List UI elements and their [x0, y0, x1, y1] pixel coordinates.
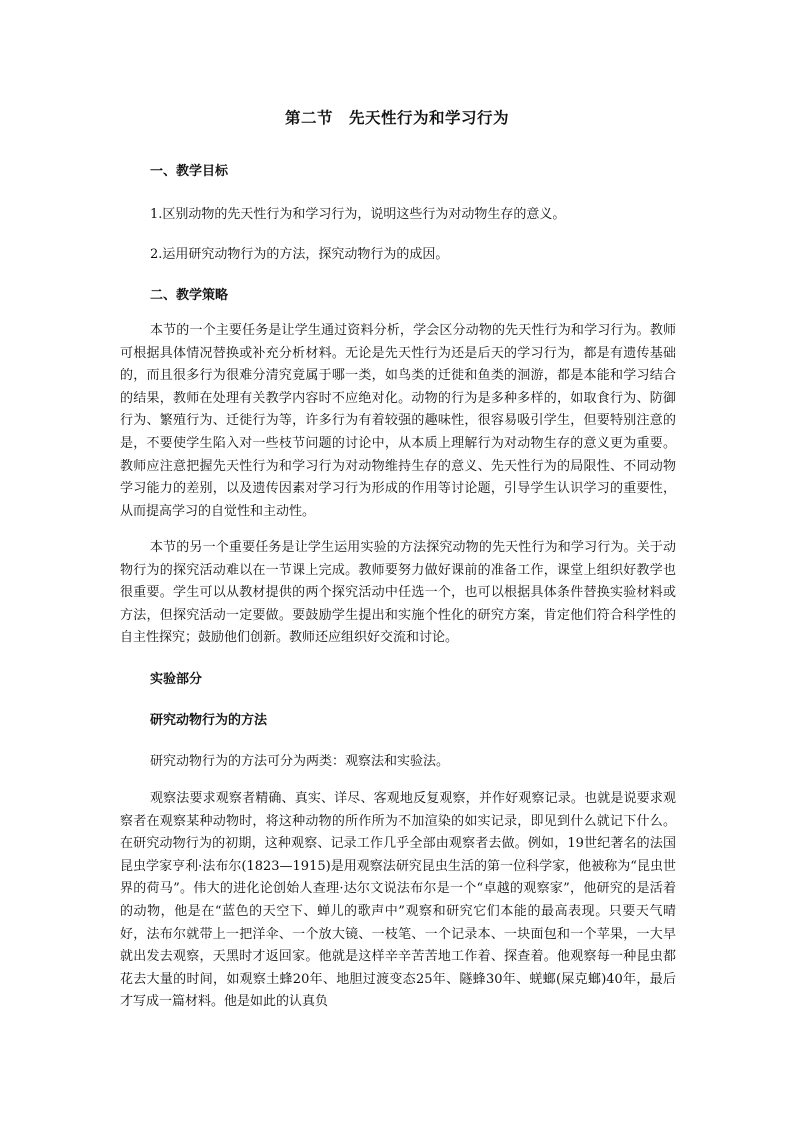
strategy-heading: 二、教学策略: [150, 288, 229, 303]
method-intro: 研究动物行为的方法可分为两类：观察法和实验法。: [150, 754, 450, 769]
page-title: 第二节 先天性行为和学习行为: [284, 108, 509, 127]
method-heading: 研究动物行为的方法: [150, 713, 268, 728]
goal-item-1: 1.区别动物的先天性行为和学习行为，说明这些行为对动物生存的意义。: [150, 207, 566, 222]
strategy-paragraph-2: 本节的另一个重要任务是让学生运用实验的方法探究动物的先天性行为和学习行为。关于动物行为的探究活动难以在一节课上完成。教师要努力做好课前的准备工作，课堂上组织好教学也很重要。学生可以从教材提供的两个探究活动中任选一个，也可以根据具体条件替换实验材料或方法，但探究活动一定要做。要鼓励学生提出和实施个性化的研究方案，肯定他们符合科学性的自主性探究；鼓励他们创新。教师还应组织好交流和讨论。: [120, 540, 676, 646]
strategy-paragraph-1: 本节的一个主要任务是让学生通过资料分析，学会区分动物的先天性行为和学习行为。教师可根据具体情况替换或补充分析材料。无论是先天性行为还是后天的学习行为，都是有遗传基础的，而且很多行为很难分清究竟属于哪一类，如鸟类的迁徙和鱼类的洄游，都是本能和学习结合的结果，教师在处理有关教学内容时不应绝对化。动物的行为是多种多样的，如取食行为、防御行为、繁殖行为、迁徙行为等，许多行为有着较强的趣味性，很容易吸引学生，但要特别注意的是，不要使学生陷入对一些枝节问题的讨论中，从本质上理解行为对动物生存的意义更为重要。教师应注意把握先天性行为和学习行为对动物维持生存的意义、先天性行为的局限性、不同动物学习能力的差别，以及遗传因素对学习行为形成的作用等讨论题，引导学生认识学习的重要性，从而提高学习的自觉性和主动性。: [120, 323, 676, 519]
goal-heading: 一、教学目标: [150, 164, 229, 179]
observation-paragraph: 观察法要求观察者精确、真实、详尽、客观地反复观察，并作好观察记录。也就是说要求观察者在观察某种动物时，将这种动物的所作所为不加渲染的如实记录，即见到什么就记下什么。在研究动物行为的初期，这种观察、记录工作几乎全部由观察者去做。例如，19世纪著名的法国昆虫学家亨利·法布尔(1823—1915)是用观察法研究昆虫生活的第一位科学家，他被称为“昆虫世界的荷马”。伟大的进化论创始人查理·达尔文说法布尔是一个“卓越的观察家”，他研究的是活着的动物，他是在“蓝色的天空下、蝉儿的歌声中”观察和研究它们本能的最高表现。只要天气晴好，法布尔就带上一把洋伞、一个放大镜、一枝笔、一个记录本、一块面包和一个苹果，一大早就出发去观察，天黑时才返回家。他就是这样辛辛苦苦地工作着、探查着。他观察每一种昆虫都花去大量的时间，如观察土蜂20年、地胆过渡变态25年、隧蜂30年、蜣螂(屎克螂)40年，最后才写成一篇材料。他是如此的认真负: [120, 791, 676, 1010]
goal-item-2: 2.运用研究动物行为的方法，探究动物行为的成因。: [150, 247, 449, 262]
experiment-heading: 实验部分: [150, 672, 203, 687]
